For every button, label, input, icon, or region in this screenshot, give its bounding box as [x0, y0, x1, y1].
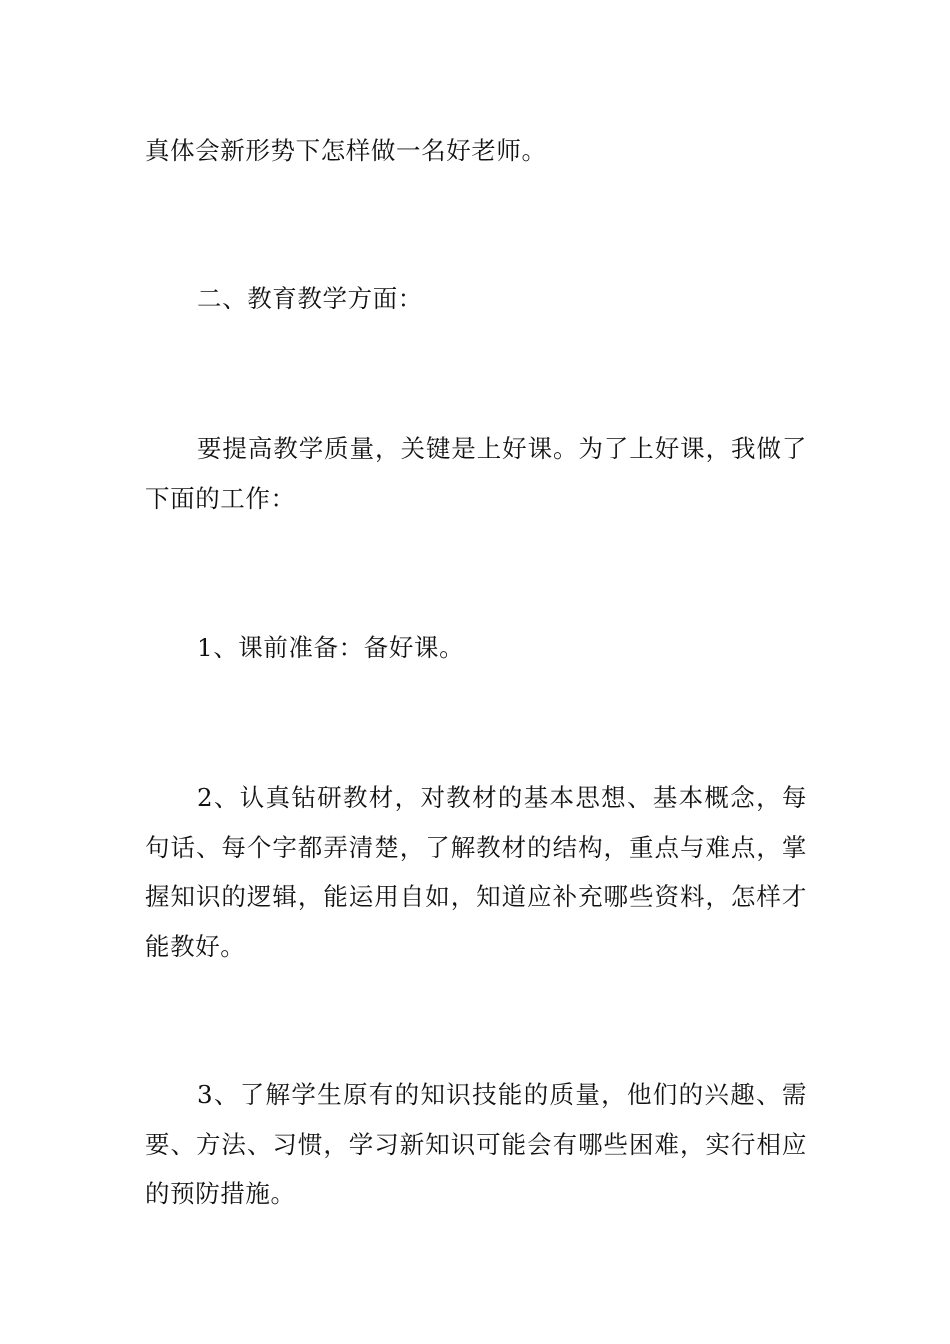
list-item-2: 2、认真钻研教材，对教材的基本思想、基本概念，每句话、每个字都弄清楚，了解教材的结构，重点与难点，掌握知识的逻辑，能运用自如，知道应补充哪些资料，怎样才能教好。	[145, 783, 807, 961]
paragraph-continuation: 真体会新形势下怎样做一名好老师。	[145, 136, 547, 165]
paragraph-intro: 要提高教学质量，关键是上好课。为了上好课，我做了下面的工作：	[145, 434, 807, 513]
list-item-3: 3、了解学生原有的知识技能的质量，他们的兴趣、需要、方法、习惯，学习新知识可能会有哪些困难，实行相应的预防措施。	[145, 1080, 807, 1208]
section-heading: 二、教育教学方面：	[197, 284, 423, 313]
list-item-1: 1、课前准备：备好课。	[197, 633, 465, 662]
